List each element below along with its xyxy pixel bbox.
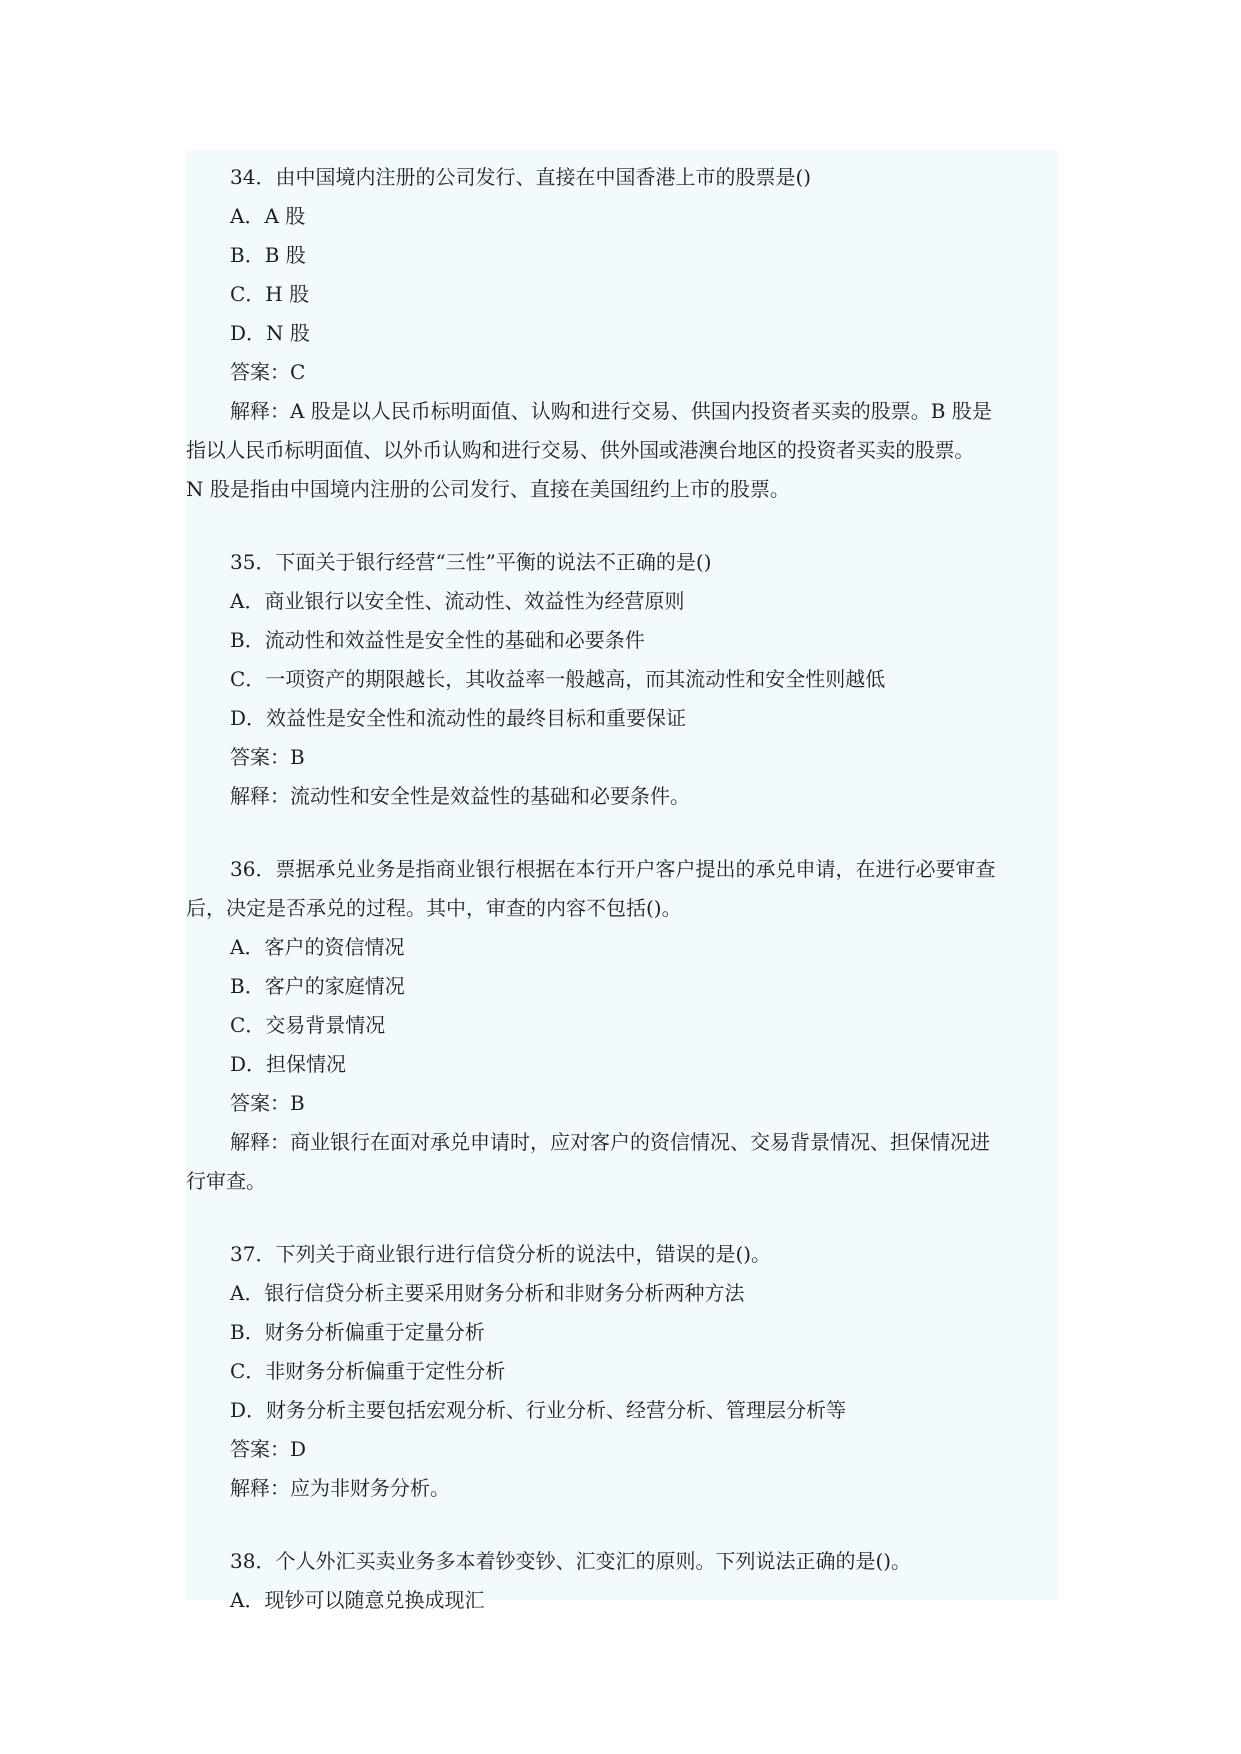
option-a: A．商业银行以安全性、流动性、效益性为经营原则	[230, 589, 685, 613]
answer: 答案：D	[230, 1437, 307, 1461]
question-37	[186, 1235, 1058, 1508]
explanation-line: 解释：流动性和安全性是效益性的基础和必要条件。	[230, 784, 690, 808]
option-d: D．担保情况	[230, 1052, 347, 1076]
option-c: C．一项资产的期限越长，其收益率一般越高，而其流动性和安全性则越低	[230, 667, 886, 691]
question-stem-continued: 后，决定是否承兑的过程。其中，审查的内容不包括()。	[186, 896, 682, 920]
option-b: B．财务分析偏重于定量分析	[230, 1320, 485, 1344]
answer: 答案：C	[230, 360, 306, 384]
explanation-line: 解释：应为非财务分析。	[230, 1476, 450, 1500]
option-d: D．财务分析主要包括宏观分析、行业分析、经营分析、管理层分析等	[230, 1398, 847, 1422]
option-c: C．非财务分析偏重于定性分析	[230, 1359, 506, 1383]
explanation-line: 行审查。	[186, 1169, 266, 1193]
spacer	[186, 1508, 1058, 1542]
option-b: B．流动性和效益性是安全性的基础和必要条件	[230, 628, 645, 652]
question-stem: 34．由中国境内注册的公司发行、直接在中国香港上市的股票是()	[230, 165, 812, 189]
option-a: A．客户的资信情况	[230, 935, 405, 959]
answer: 答案：B	[230, 745, 305, 769]
option-a: A．A 股	[230, 204, 306, 228]
question-stem: 36．票据承兑业务是指商业银行根据在本行开户客户提出的承兑申请，在进行必要审查	[230, 857, 996, 881]
explanation-line: N 股是指由中国境内注册的公司发行、直接在美国纽约上市的股票。	[186, 477, 790, 501]
explanation-line: 解释：商业银行在面对承兑申请时，应对客户的资信情况、交易背景情况、担保情况进	[230, 1130, 990, 1154]
option-c: C．H 股	[230, 282, 310, 306]
question-stem: 37．下列关于商业银行进行信贷分析的说法中，错误的是()。	[230, 1242, 772, 1266]
spacer	[186, 1201, 1058, 1235]
option-a: A．现钞可以随意兑换成现汇	[230, 1588, 485, 1612]
spacer	[186, 816, 1058, 850]
explanation-line: 解释：A 股是以人民币标明面值、认购和进行交易、供国内投资者买卖的股票。B 股是	[230, 399, 992, 423]
option-b: B．B 股	[230, 243, 306, 267]
question-35	[186, 543, 1058, 816]
option-b: B．客户的家庭情况	[230, 974, 405, 998]
option-d: D．效益性是安全性和流动性的最终目标和重要保证	[230, 706, 687, 730]
option-a: A．银行信贷分析主要采用财务分析和非财务分析两种方法	[230, 1281, 745, 1305]
option-d: D．N 股	[230, 321, 310, 345]
question-stem: 38．个人外汇买卖业务多本着钞变钞、汇变汇的原则。下列说法正确的是()。	[230, 1549, 912, 1573]
answer: 答案：B	[230, 1091, 305, 1115]
question-36	[186, 850, 1058, 1201]
question-stem: 35．下面关于银行经营“三性”平衡的说法不正确的是()	[230, 550, 712, 574]
question-34	[186, 158, 1058, 509]
question-38	[186, 1542, 1058, 1620]
document-body	[186, 158, 1058, 1620]
spacer	[186, 509, 1058, 543]
option-c: C．交易背景情况	[230, 1013, 386, 1037]
explanation-line: 指以人民币标明面值、以外币认购和进行交易、供外国或港澳台地区的投资者买卖的股票。	[186, 438, 974, 462]
